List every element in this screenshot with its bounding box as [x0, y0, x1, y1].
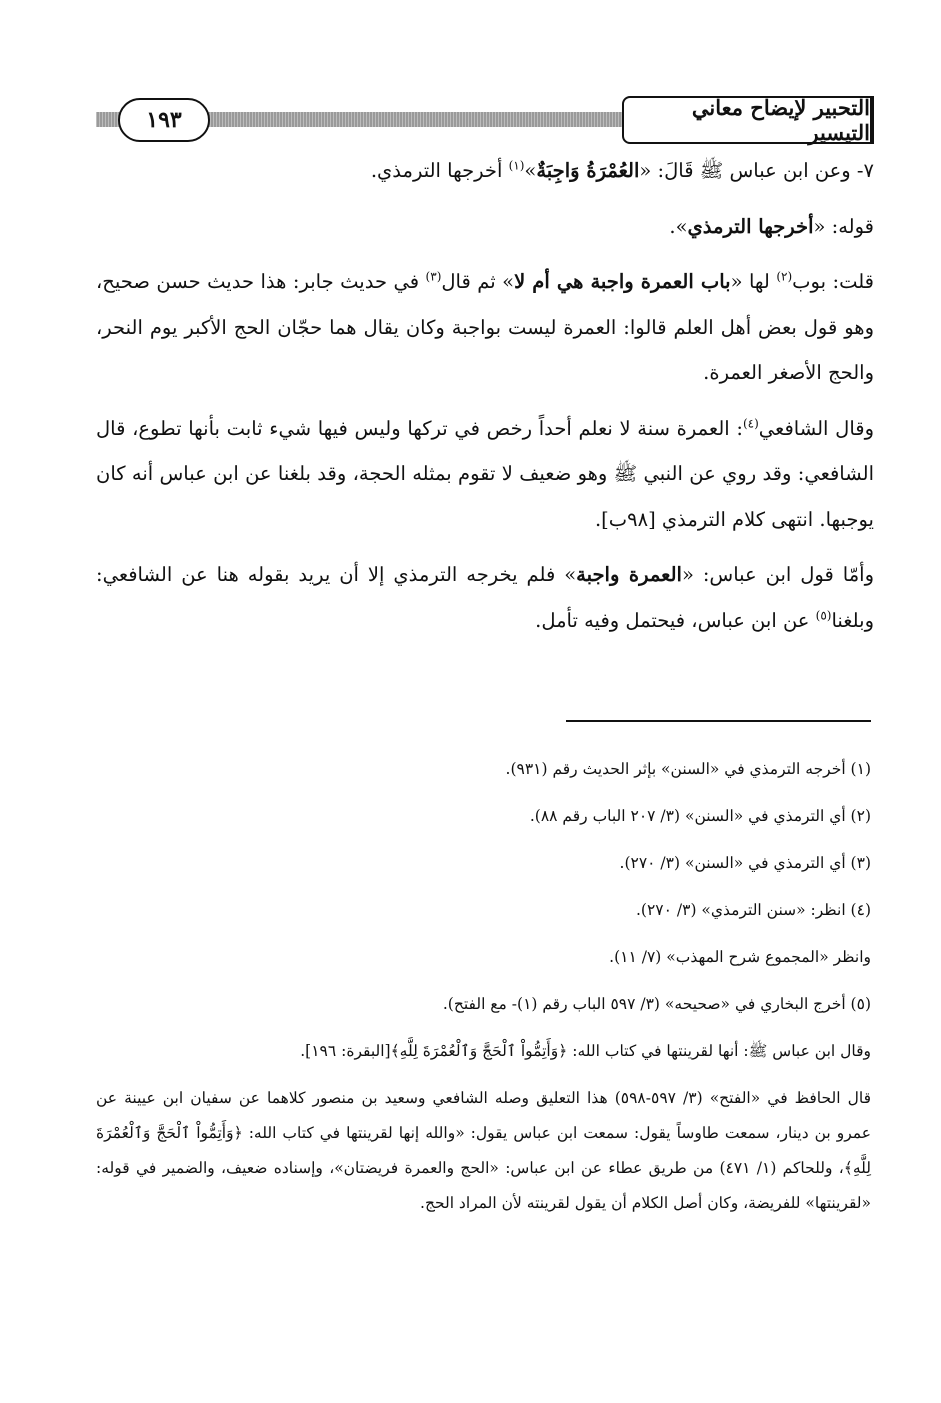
commentary-paragraph: [96, 552, 874, 643]
text-run: في حديث جابر: هذا حديث حسن صحيح، وهو قول بعض أهل العلم قالوا: العمرة ليست بواجبة وكان يقال هما حجّان الحج الأكبر يوم النحر، والحج الأصغر العمرة.: [96, 270, 874, 384]
footnote-ref: (١): [508, 158, 525, 173]
footnote: وقال ابن عباس ﷺ: أنها لقرينتها في كتاب الله: ﴿وَأَتِمُّواْ ٱلْحَجَّ وَٱلْعُمْرَةَ لِلَّهِ﴾[البقرة: ١٩٦].: [300, 1042, 871, 1060]
text-run: وأمّا قول ابن عباس: «: [681, 563, 874, 586]
hadith-quote: العمرة واجبة: [576, 563, 682, 586]
text-run: » فلم يخرجه الترمذي إلا أن يريد بقوله هنا عن الشافعي: وبلغنا: [96, 563, 874, 632]
chapter-title-quote: باب العمرة واجبة هي أم لا: [514, 270, 731, 293]
commentary-paragraph: [96, 406, 874, 543]
footnote: (٢) أي الترمذي في «السنن» (٣/ ٢٠٧ الباب رقم ٨٨).: [529, 807, 871, 825]
main-text: [96, 148, 874, 653]
text-run: »: [524, 159, 537, 182]
footnote: (٥) أخرج البخاري في «صحيحه» (٣/ ٥٩٧ الباب رقم (١)- مع الفتح).: [442, 995, 871, 1013]
footnotes: [96, 752, 871, 1221]
footnote: قال الحافظ في «الفتح» (٣/ ٥٩٧-٥٩٨) هذا التعليق وصله الشافعي وسعيد بن منصور كلاهما عن سفيان ابن عيينة عن عمرو بن دينار، سمعت طاوساً يقول: سمعت ابن عباس يقول: «والله إنها لقرينتها في كتاب الله: ﴿وَأَتِمُّواْ ٱلْحَجَّ وَٱلْعُمْرَةَ لِلَّهِ﴾، وللحاكم (١/ ٤٧١) من طريق عطاء عن ابن عباس: «الحج والعمرة فريضتان»، وإسناده ضعيف، والضمير في قوله: «لقرينتها» للفريضة، وكان أصل الكلام أن يقول لقرينته لأن المراد الحج.: [96, 1089, 872, 1212]
footnote: (١) أخرجه الترمذي في «السنن» بإثر الحديث رقم (٩٣١).: [505, 760, 871, 778]
footnote-ref: (٤): [742, 416, 759, 430]
text-run: ».: [669, 214, 688, 238]
page-header: [96, 96, 874, 146]
footnote: (٣) أي الترمذي في «السنن» (٣/ ٢٧٠).: [619, 854, 871, 872]
hadith-quote: العُمْرَةُ وَاجِبَةٌ: [536, 159, 640, 182]
honorific-glyph: ﷺ: [699, 159, 724, 182]
footnote-divider: [566, 720, 871, 722]
commentary-paragraph: [96, 259, 874, 396]
text-run: ٧- وعن ابن عباس: [723, 159, 874, 182]
hadith-paragraph: [96, 148, 874, 194]
text-run: وقال الشافعي: [758, 416, 874, 440]
footnote-ref: (٢): [776, 269, 793, 284]
text-run: لها «: [730, 270, 777, 293]
footnote-ref: (٣): [425, 269, 442, 284]
text-run: : العمرة سنة لا نعلم أحداً رخص في تركها وليس فيها شيء ثابت بأنها تطوع، قال الشافعي: وقد روي عن النبي ﷺ وهو ضعيف لا تقوم بمثله الحجة، وقد بلغنا عن ابن عباس أنه كان يوجبها. انتهى كلام الترمذي [٩٨ب].: [96, 416, 874, 531]
footnote: (٤) انظر: «سنن الترمذي» (٣/ ٢٧٠).: [635, 901, 871, 919]
book-title: التحبير لإيضاح معاني التيسير: [622, 96, 874, 144]
text-run: قَالَ: «: [639, 159, 700, 182]
footnote: وانظر «المجموع شرح المهذب» (٧/ ١١).: [609, 948, 871, 966]
text-run: قلت: بوب: [792, 270, 875, 293]
commentary-heading: [96, 204, 874, 250]
commentary-quote: أخرجها الترمذي: [687, 214, 814, 238]
text-run: أخرجها الترمذي.: [370, 159, 509, 182]
footnote-ref: (٥): [815, 608, 832, 622]
text-run: قوله: «: [813, 214, 874, 238]
text-run: » ثم قال: [441, 270, 515, 293]
text-run: عن ابن عباس، فيحتمل وفيه تأمل.: [535, 608, 816, 632]
page-number: ١٩٣: [118, 98, 210, 142]
